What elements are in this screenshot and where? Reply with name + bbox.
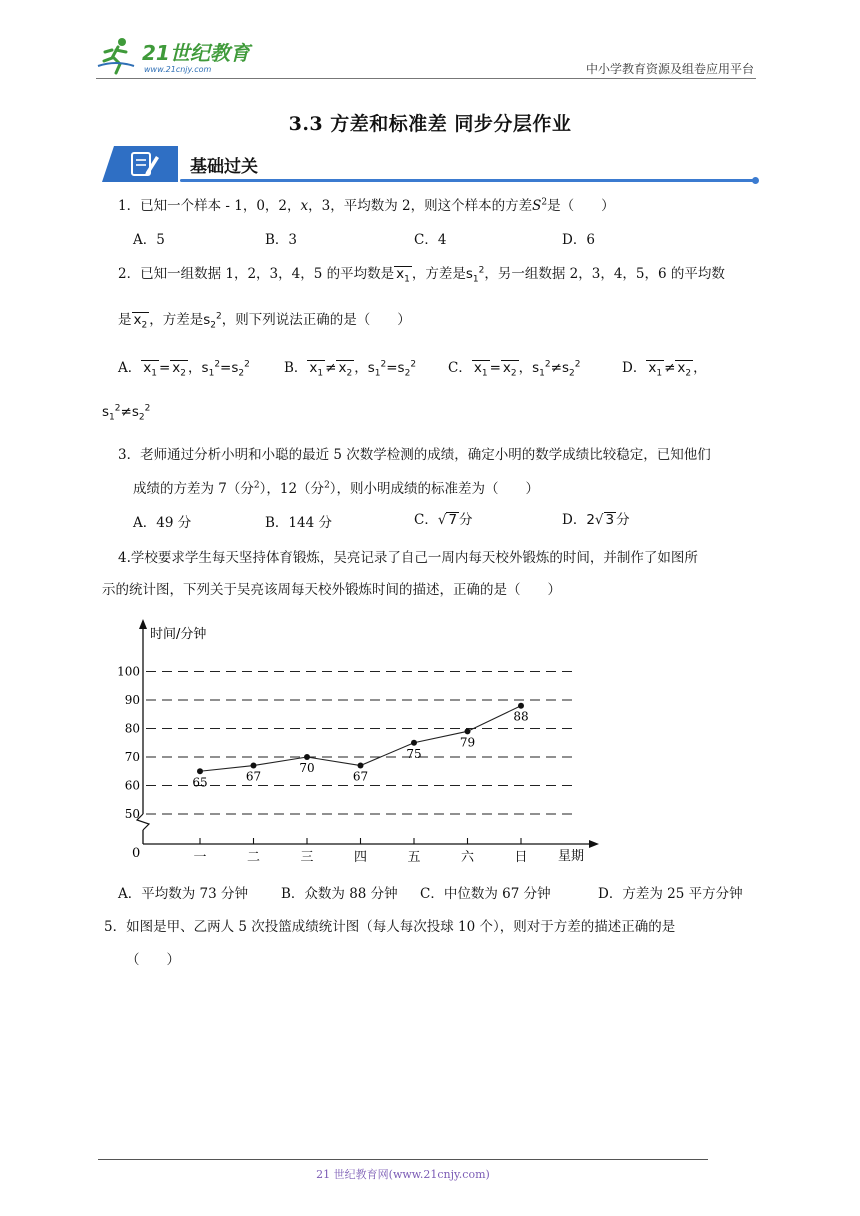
data-point xyxy=(518,703,524,709)
question-3-stem-line2: 成绩的方差为 7（分$^2$），12（分$^2$），则小明成绩的标准差为（ ） xyxy=(133,480,540,497)
x-axis-title: 星期 xyxy=(558,849,585,864)
x-tick-label: 六 xyxy=(460,850,475,865)
data-label: 67 xyxy=(245,769,262,784)
chart-axes xyxy=(137,619,599,848)
data-point xyxy=(358,763,364,769)
data-label: 67 xyxy=(352,769,369,784)
question-1-stem: 1．已知一个样本 - 1，0，2，x，3，平均数为 2，则这个样本的方差$S^2$是（ ） xyxy=(118,197,615,214)
x-tick-label: 一 xyxy=(193,850,207,865)
exercise-time-line-chart xyxy=(117,617,600,873)
chart-grid xyxy=(146,672,572,815)
question-4-stem-line2: 示的统计图，下列关于吴亮该周每天校外锻炼时间的描述，正确的是（ ） xyxy=(102,582,561,598)
question-3-option-d[interactable]: D．2√ 3 分 xyxy=(562,512,630,528)
question-4-option-b[interactable]: B．众数为 88 分钟 xyxy=(281,886,398,902)
runner-icon xyxy=(98,38,134,73)
data-point xyxy=(465,728,471,734)
y-tick-label: 60 xyxy=(124,778,140,793)
origin-label: 0 xyxy=(132,846,141,861)
x-tick-label: 三 xyxy=(300,850,314,865)
footer-divider xyxy=(98,1159,708,1160)
y-tick-label: 70 xyxy=(124,750,140,764)
question-3-option-b[interactable]: B．144 分 xyxy=(265,515,332,531)
question-2-option-c[interactable]: C． $x_1 = x_2$ ，$s_1^2\ne s_2^2$ xyxy=(448,359,581,379)
x-tick-labels xyxy=(193,838,527,865)
x-tick-label: 二 xyxy=(246,850,261,865)
data-point xyxy=(251,763,257,769)
data-labels xyxy=(192,710,528,790)
mean-x1: $x_1$ xyxy=(396,266,410,285)
question-3-stem-line1: 3．老师通过分析小明和小聪的最近 5 次数学检测的成绩，确定小明的数学成绩比较稳定，已知他们 xyxy=(118,447,711,463)
data-label: 65 xyxy=(192,775,208,790)
header-divider xyxy=(96,78,756,79)
y-tick-labels xyxy=(117,665,140,822)
x-tick-label: 四 xyxy=(353,850,368,865)
data-point xyxy=(304,754,310,760)
question-2-option-d[interactable]: D． $x_1 \ne x_2$ ， xyxy=(622,360,707,379)
x-tick-label: 五 xyxy=(407,850,421,865)
data-label: 79 xyxy=(459,735,476,750)
y-axis-title: 时间/分钟 xyxy=(150,627,207,642)
data-point xyxy=(411,740,417,746)
y-tick-label: 80 xyxy=(124,721,140,736)
data-label: 75 xyxy=(406,746,422,761)
footer-link[interactable]: 21 世纪教育网(www.21cnjy.com) xyxy=(316,1168,490,1181)
question-5-stem-line1: 5．如图是甲、乙两人 5 次投篮成绩统计图（每人每次投球 10 个），则对于方差的描述正确的是 xyxy=(104,919,676,935)
y-axis-arrow xyxy=(139,619,147,629)
question-5-stem-line2: （ ） xyxy=(126,952,180,968)
pencil-note-icon xyxy=(102,146,178,182)
variance-s1: $s_1^2$ xyxy=(465,265,485,285)
question-2-option-a[interactable]: A． $x_1 = x_2$ ，$s_1^2=s_2^2$ xyxy=(118,359,250,379)
question-4-option-a[interactable]: A．平均数为 73 分钟 xyxy=(118,886,249,902)
question-4-option-c[interactable]: C．中位数为 67 分钟 xyxy=(420,886,551,902)
mean-x2: $x_2$ xyxy=(133,312,148,331)
section-title: 基础过关 xyxy=(190,157,258,177)
x-axis-arrow xyxy=(589,840,599,848)
question-2-option-b[interactable]: B． $x_1 \ne x_2$ ，$s_1^2=s_2^2$ xyxy=(284,359,417,379)
x-tick-label: 日 xyxy=(514,850,528,865)
section-underline xyxy=(180,179,758,182)
section-underline-dot xyxy=(752,177,759,184)
data-point xyxy=(197,768,203,774)
header-platform-text: 中小学教育资源及组卷应用平台 xyxy=(585,62,754,76)
question-2-stem-line1: 2．已知一组数据 1，2，3，4，5 的平均数是 $x_1$ ，方差是$s_1^2$，另一组数据 2，3，4，5，6 的平均数 xyxy=(118,265,725,285)
question-4-stem-line1: 4.学校要求学生每天坚持体育锻炼，吴亮记录了自己一周内每天校外锻炼的时间，并制作了如图所 xyxy=(118,550,698,566)
page-title: 3.3 方差和标准差 同步分层作业 xyxy=(288,113,572,135)
variance-s2: $s_2^2$ xyxy=(203,311,222,331)
logo-url: www.21cnjy.com xyxy=(144,65,212,74)
question-1-option-d[interactable]: D．6 xyxy=(562,232,595,248)
question-1-option-b[interactable]: B．3 xyxy=(265,232,298,248)
site-logo xyxy=(96,36,266,76)
question-2-stem-line2: 是 $x_2$ ，方差是$s_2^2$，则下列说法正确的是（ ） xyxy=(118,311,411,331)
question-4-option-d[interactable]: D．方差为 25 平方分钟 xyxy=(598,886,743,902)
question-1-option-a[interactable]: A．5 xyxy=(133,232,165,248)
y-tick-label: 100 xyxy=(117,664,140,679)
question-3-option-a[interactable]: A．49 分 xyxy=(133,515,192,531)
y-tick-label: 90 xyxy=(124,693,140,707)
question-2-option-d-cont: $s_1^2\ne s_2^2$ xyxy=(102,403,151,423)
data-label: 70 xyxy=(299,761,315,775)
y-tick-label: 50 xyxy=(124,807,140,821)
logo-text: 21世纪教育 xyxy=(142,41,250,65)
question-1-option-c[interactable]: C．4 xyxy=(414,232,447,248)
data-label: 88 xyxy=(513,709,529,724)
question-3-option-c[interactable]: C．√ 7 分 xyxy=(414,512,473,528)
